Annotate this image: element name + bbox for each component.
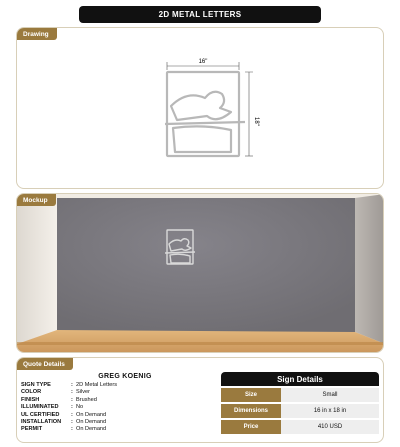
drawing-panel bbox=[16, 27, 384, 189]
page-title: 2D METAL LETTERS bbox=[79, 6, 321, 23]
spec-label: COLOR bbox=[21, 389, 42, 396]
quote-panel bbox=[16, 357, 384, 443]
spec-label: SIGN TYPE bbox=[21, 382, 51, 388]
detail-value: 16 in x 18 in bbox=[281, 404, 379, 418]
spec-row-color: COLOR : Silver bbox=[21, 389, 90, 396]
spec-label: FINISH bbox=[21, 396, 40, 403]
wood-floor bbox=[17, 330, 384, 353]
right-wall bbox=[355, 194, 384, 344]
drawing-tag: Drawing bbox=[17, 28, 57, 40]
quote-tag: Quote Details bbox=[17, 358, 73, 370]
sign-details-table bbox=[221, 372, 379, 434]
spec-value: Brushed bbox=[76, 396, 97, 403]
client-name: GREG KOENIG bbox=[98, 373, 152, 380]
height-dimension bbox=[245, 72, 253, 156]
spec-label: PERMIT bbox=[21, 426, 43, 433]
spec-value: Silver bbox=[76, 389, 90, 396]
spec-row-sign-type: SIGN TYPE : 2D Metal Letters bbox=[21, 382, 118, 388]
spec-row-finish: FINISH : Brushed bbox=[21, 396, 97, 403]
detail-value: 410 USD bbox=[281, 420, 379, 434]
mockup-tag: Mockup bbox=[17, 194, 56, 206]
left-wall bbox=[17, 194, 57, 344]
height-label: 18" bbox=[253, 117, 259, 126]
sign-detail-row-price bbox=[221, 420, 379, 434]
sign-outline-drawing bbox=[165, 72, 245, 156]
detail-key: Dimensions bbox=[221, 404, 281, 418]
room-mockup bbox=[17, 194, 384, 353]
spec-row-permit: PERMIT : On Demand bbox=[21, 426, 107, 433]
spec-row-installation: INSTALLATION : On Demand bbox=[21, 419, 107, 426]
mockup-panel bbox=[16, 193, 384, 353]
spec-row-illuminated: ILLUMINATED : No bbox=[21, 404, 84, 411]
spec-value: On Demand bbox=[76, 419, 107, 426]
spec-value: On Demand bbox=[76, 426, 107, 433]
spec-label: ILLUMINATED bbox=[21, 404, 59, 411]
spec-list bbox=[21, 382, 117, 434]
detail-key: Price bbox=[221, 420, 281, 434]
spec-label: UL CERTIFIED bbox=[21, 411, 60, 418]
technical-drawing bbox=[17, 28, 384, 189]
width-label: 16" bbox=[198, 59, 208, 65]
sign-detail-row-size bbox=[221, 388, 379, 402]
spec-value: On Demand bbox=[76, 411, 107, 418]
sign-detail-row-dimensions bbox=[221, 404, 379, 418]
spec-value: No bbox=[76, 404, 84, 411]
spec-value: 2D Metal Letters bbox=[76, 382, 118, 388]
detail-key: Size bbox=[221, 388, 281, 402]
back-wall bbox=[57, 198, 355, 332]
spec-row-ul-certified: UL CERTIFIED : On Demand bbox=[21, 411, 107, 418]
sign-details-title: Sign Details bbox=[221, 372, 379, 386]
detail-value: Small bbox=[281, 388, 379, 402]
spec-label: INSTALLATION bbox=[21, 419, 62, 426]
